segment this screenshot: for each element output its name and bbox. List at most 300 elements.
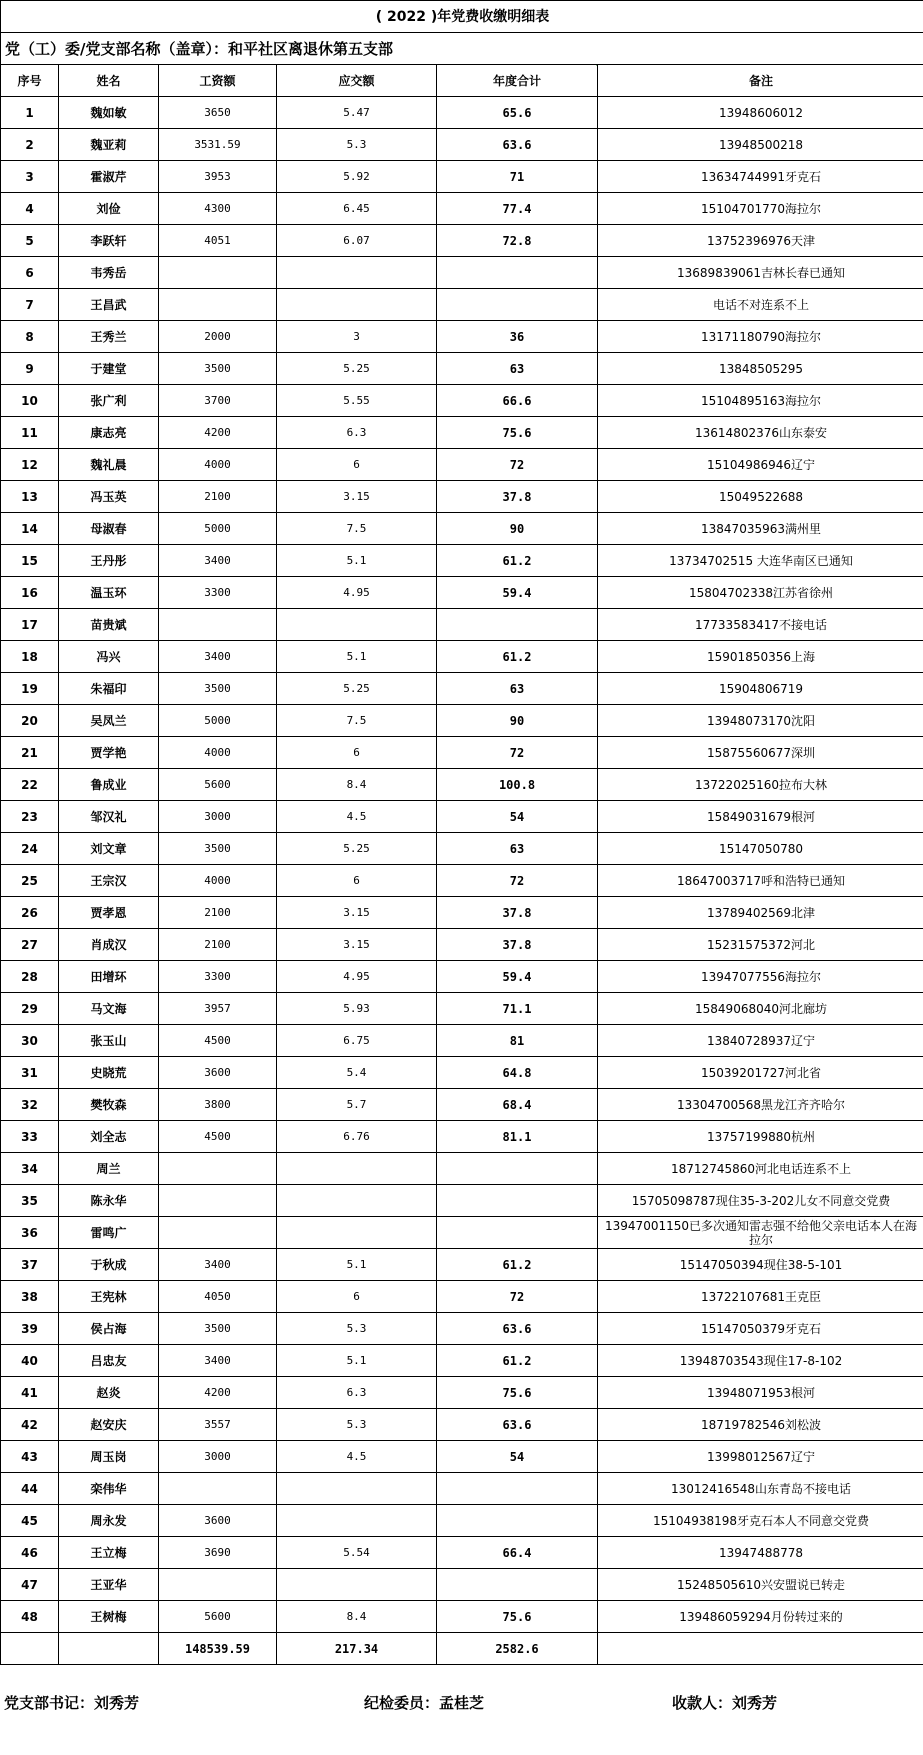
cell-wage: 3531.59 xyxy=(159,129,277,161)
table-row xyxy=(1,545,923,577)
cell-name: 周玉岗 xyxy=(59,1441,159,1473)
cell-due: 5.3 xyxy=(277,1313,437,1345)
cell-annual: 36 xyxy=(437,321,598,353)
table-row xyxy=(1,1345,923,1377)
cell-wage: 4200 xyxy=(159,1377,277,1409)
cell-name: 王宗汉 xyxy=(59,865,159,897)
cell-due: 4.95 xyxy=(277,961,437,993)
cell-remarks: 15901850356上海 xyxy=(598,641,923,673)
cell-seq: 45 xyxy=(1,1505,59,1537)
cell-wage: 2100 xyxy=(159,929,277,961)
cell-due: 5.4 xyxy=(277,1057,437,1089)
cell-annual: 66.6 xyxy=(437,385,598,417)
cell-annual: 65.6 xyxy=(437,97,598,129)
cell-remarks: 13840728937辽宁 xyxy=(598,1025,923,1057)
cell-remarks: 17733583417不接电话 xyxy=(598,609,923,641)
cell-remarks: 13304700568黑龙江齐齐哈尔 xyxy=(598,1089,923,1121)
cell-annual: 63.6 xyxy=(437,1313,598,1345)
cell-due: 3.15 xyxy=(277,897,437,929)
cell-annual: 37.8 xyxy=(437,481,598,513)
cell-annual: 75.6 xyxy=(437,417,598,449)
cell-remarks: 15248505610兴安盟说已转走 xyxy=(598,1569,923,1601)
cell-name: 吕忠友 xyxy=(59,1345,159,1377)
cell-name: 刘俭 xyxy=(59,193,159,225)
collector-signature: 收款人：刘秀芳 xyxy=(672,1694,778,1712)
cell-seq: 21 xyxy=(1,737,59,769)
cell-annual: 72 xyxy=(437,449,598,481)
cell-seq: 36 xyxy=(1,1217,59,1249)
cell-wage xyxy=(159,609,277,641)
cell-wage: 3300 xyxy=(159,577,277,609)
cell-wage xyxy=(159,1153,277,1185)
cell-wage xyxy=(159,289,277,321)
cell-name: 王丹彤 xyxy=(59,545,159,577)
cell-remarks: 13689839061吉林长春已通知 xyxy=(598,257,923,289)
cell-due: 3.15 xyxy=(277,929,437,961)
cell-seq: 22 xyxy=(1,769,59,801)
cell-annual: 90 xyxy=(437,705,598,737)
table-row xyxy=(1,737,923,769)
cell-wage: 3600 xyxy=(159,1057,277,1089)
cell-annual xyxy=(437,1153,598,1185)
cell-seq: 29 xyxy=(1,993,59,1025)
cell-name: 魏亚莉 xyxy=(59,129,159,161)
cell-remarks: 15849068040河北廊坊 xyxy=(598,993,923,1025)
cell-seq: 33 xyxy=(1,1121,59,1153)
cell-remarks: 电话不对连系不上 xyxy=(598,289,923,321)
cell-annual: 63 xyxy=(437,353,598,385)
cell-wage xyxy=(159,1185,277,1217)
cell-remarks: 13948606012 xyxy=(598,97,923,129)
cell-wage: 2000 xyxy=(159,321,277,353)
cell-seq: 24 xyxy=(1,833,59,865)
cell-remarks: 15147050780 xyxy=(598,833,923,865)
cell-due: 5.1 xyxy=(277,545,437,577)
cell-name: 贾学艳 xyxy=(59,737,159,769)
table-row xyxy=(1,769,923,801)
cell-remarks: 13752396976天津 xyxy=(598,225,923,257)
cell-due xyxy=(277,1505,437,1537)
cell-annual: 68.4 xyxy=(437,1089,598,1121)
cell-remarks: 15804702338江苏省徐州 xyxy=(598,577,923,609)
cell-annual xyxy=(437,1569,598,1601)
cell-remarks: 15039201727河北省 xyxy=(598,1057,923,1089)
cell-due: 5.55 xyxy=(277,385,437,417)
cell-wage: 4000 xyxy=(159,449,277,481)
cell-name: 母淑春 xyxy=(59,513,159,545)
cell-wage: 3700 xyxy=(159,385,277,417)
cell-remarks: 13948500218 xyxy=(598,129,923,161)
table-row xyxy=(1,1153,923,1185)
table-row xyxy=(1,865,923,897)
cell-annual: 37.8 xyxy=(437,897,598,929)
org-row xyxy=(1,33,923,65)
cell-name: 魏如敏 xyxy=(59,97,159,129)
cell-annual: 63 xyxy=(437,673,598,705)
cell-seq: 23 xyxy=(1,801,59,833)
cell-due: 6 xyxy=(277,737,437,769)
cell-due: 5.54 xyxy=(277,1537,437,1569)
table-row xyxy=(1,1185,923,1217)
total-annual: 2582.6 xyxy=(437,1633,598,1665)
cell-due: 6.3 xyxy=(277,417,437,449)
cell-seq: 48 xyxy=(1,1601,59,1633)
cell-seq: 28 xyxy=(1,961,59,993)
cell-name: 韦秀岳 xyxy=(59,257,159,289)
cell-seq: 42 xyxy=(1,1409,59,1441)
total-wage: 148539.59 xyxy=(159,1633,277,1665)
cell-seq: 10 xyxy=(1,385,59,417)
cell-name: 田增环 xyxy=(59,961,159,993)
cell-name: 栾伟华 xyxy=(59,1473,159,1505)
cell-seq: 25 xyxy=(1,865,59,897)
cell-wage: 3000 xyxy=(159,801,277,833)
cell-remarks: 13948703543现住17-8-102 xyxy=(598,1345,923,1377)
cell-remarks: 13948073170沈阳 xyxy=(598,705,923,737)
cell-annual: 61.2 xyxy=(437,545,598,577)
cell-remarks: 15104701770海拉尔 xyxy=(598,193,923,225)
cell-due: 5.1 xyxy=(277,641,437,673)
cell-due xyxy=(277,257,437,289)
cell-due: 4.5 xyxy=(277,801,437,833)
cell-annual xyxy=(437,1473,598,1505)
cell-annual: 61.2 xyxy=(437,1249,598,1281)
cell-wage: 4000 xyxy=(159,865,277,897)
table-row xyxy=(1,449,923,481)
cell-due xyxy=(277,1153,437,1185)
cell-name: 赵炎 xyxy=(59,1377,159,1409)
cell-wage: 4500 xyxy=(159,1121,277,1153)
cell-name: 于建堂 xyxy=(59,353,159,385)
table-row xyxy=(1,1217,923,1249)
cell-seq: 31 xyxy=(1,1057,59,1089)
cell-name: 樊牧森 xyxy=(59,1089,159,1121)
table-row xyxy=(1,1377,923,1409)
cell-seq: 12 xyxy=(1,449,59,481)
cell-wage: 3000 xyxy=(159,1441,277,1473)
table-row xyxy=(1,1121,923,1153)
cell-due: 8.4 xyxy=(277,1601,437,1633)
cell-wage: 4500 xyxy=(159,1025,277,1057)
header-annual-label: 年度合计 xyxy=(492,73,541,88)
table-row xyxy=(1,1025,923,1057)
table-row xyxy=(1,609,923,641)
cell-remarks: 18719782546刘松波 xyxy=(598,1409,923,1441)
cell-name: 刘文章 xyxy=(59,833,159,865)
cell-remarks: 13722025160拉布大林 xyxy=(598,769,923,801)
cell-annual xyxy=(437,257,598,289)
cell-remarks: 13757199880杭州 xyxy=(598,1121,923,1153)
header-remarks: 备注 xyxy=(598,65,923,97)
cell-seq: 7 xyxy=(1,289,59,321)
cell-annual: 72.8 xyxy=(437,225,598,257)
cell-remarks: 15147050394现住38-5-101 xyxy=(598,1249,923,1281)
cell-due: 3.15 xyxy=(277,481,437,513)
cell-annual: 71.1 xyxy=(437,993,598,1025)
cell-due: 6.76 xyxy=(277,1121,437,1153)
cell-seq: 8 xyxy=(1,321,59,353)
cell-due: 5.3 xyxy=(277,129,437,161)
table-row xyxy=(1,801,923,833)
cell-remarks: 139486059294月份转过来的 xyxy=(598,1601,923,1633)
table-row xyxy=(1,385,923,417)
cell-name: 张广利 xyxy=(59,385,159,417)
cell-annual xyxy=(437,1505,598,1537)
cell-remarks: 13947001150已多次通知雷志强不给他父亲电话本人在海拉尔 xyxy=(598,1217,923,1249)
table-row xyxy=(1,641,923,673)
cell-due: 4.5 xyxy=(277,1441,437,1473)
cell-remarks: 13722107681王克臣 xyxy=(598,1281,923,1313)
cell-seq: 47 xyxy=(1,1569,59,1601)
cell-remarks: 13789402569北津 xyxy=(598,897,923,929)
cell-annual: 75.6 xyxy=(437,1377,598,1409)
cell-due xyxy=(277,1185,437,1217)
cell-wage: 4000 xyxy=(159,737,277,769)
table-row xyxy=(1,577,923,609)
cell-annual: 72 xyxy=(437,865,598,897)
cell-name: 王宪林 xyxy=(59,1281,159,1313)
cell-seq: 6 xyxy=(1,257,59,289)
cell-annual: 61.2 xyxy=(437,1345,598,1377)
cell-due: 4.95 xyxy=(277,577,437,609)
table-row xyxy=(1,705,923,737)
cell-name: 周兰 xyxy=(59,1153,159,1185)
cell-seq: 38 xyxy=(1,1281,59,1313)
cell-remarks: 13614802376山东泰安 xyxy=(598,417,923,449)
cell-wage: 3400 xyxy=(159,1345,277,1377)
cell-name: 肖成汉 xyxy=(59,929,159,961)
cell-due xyxy=(277,1569,437,1601)
cell-due: 7.5 xyxy=(277,513,437,545)
cell-wage: 2100 xyxy=(159,897,277,929)
cell-name: 贾孝恩 xyxy=(59,897,159,929)
cell-wage: 3400 xyxy=(159,1249,277,1281)
table-row xyxy=(1,481,923,513)
cell-seq: 2 xyxy=(1,129,59,161)
cell-seq: 16 xyxy=(1,577,59,609)
cell-due: 5.47 xyxy=(277,97,437,129)
cell-due xyxy=(277,1217,437,1249)
cell-remarks: 15904806719 xyxy=(598,673,923,705)
cell-remarks: 15104986946辽宁 xyxy=(598,449,923,481)
cell-remarks: 15231575372河北 xyxy=(598,929,923,961)
cell-wage: 4050 xyxy=(159,1281,277,1313)
cell-wage: 4051 xyxy=(159,225,277,257)
cell-annual: 81.1 xyxy=(437,1121,598,1153)
cell-name: 王秀兰 xyxy=(59,321,159,353)
cell-remarks: 13171180790海拉尔 xyxy=(598,321,923,353)
table-row xyxy=(1,897,923,929)
cell-due: 5.1 xyxy=(277,1249,437,1281)
sheet-title: ( 2022 )年党费收缴明细表 xyxy=(1,1,923,33)
cell-wage: 3500 xyxy=(159,833,277,865)
totals-row xyxy=(1,1633,923,1665)
total-due: 217.34 xyxy=(277,1633,437,1665)
table-row xyxy=(1,833,923,865)
table-row xyxy=(1,193,923,225)
header-name: 姓名 xyxy=(59,65,159,97)
cell-remarks: 15147050379牙克石 xyxy=(598,1313,923,1345)
table-row xyxy=(1,1441,923,1473)
cell-annual: 59.4 xyxy=(437,577,598,609)
table-row xyxy=(1,1505,923,1537)
cell-wage: 3957 xyxy=(159,993,277,1025)
cell-annual: 100.8 xyxy=(437,769,598,801)
table-row xyxy=(1,1057,923,1089)
cell-remarks: 13734702515 大连华南区已通知 xyxy=(598,545,923,577)
cell-remarks: 13847035963满州里 xyxy=(598,513,923,545)
table-row xyxy=(1,673,923,705)
cell-seq: 5 xyxy=(1,225,59,257)
cell-remarks: 15104938198牙克石本人不同意交党费 xyxy=(598,1505,923,1537)
cell-seq: 19 xyxy=(1,673,59,705)
cell-wage: 4200 xyxy=(159,417,277,449)
total-seq-blank xyxy=(1,1633,59,1665)
cell-seq: 26 xyxy=(1,897,59,929)
cell-due: 7.5 xyxy=(277,705,437,737)
table-row xyxy=(1,1473,923,1505)
cell-seq: 27 xyxy=(1,929,59,961)
header-wage: 工资额 xyxy=(159,65,277,97)
table-row xyxy=(1,257,923,289)
cell-wage: 3500 xyxy=(159,353,277,385)
table-row xyxy=(1,321,923,353)
cell-name: 刘全志 xyxy=(59,1121,159,1153)
cell-name: 王立梅 xyxy=(59,1537,159,1569)
cell-name: 史晓荒 xyxy=(59,1057,159,1089)
table-row xyxy=(1,1313,923,1345)
cell-wage: 3500 xyxy=(159,1313,277,1345)
table-row xyxy=(1,417,923,449)
table-row xyxy=(1,129,923,161)
cell-seq: 46 xyxy=(1,1537,59,1569)
cell-name: 王昌武 xyxy=(59,289,159,321)
table-row xyxy=(1,1089,923,1121)
header-due: 应交额 xyxy=(277,65,437,97)
cell-annual: 61.2 xyxy=(437,641,598,673)
cell-seq: 14 xyxy=(1,513,59,545)
table-row xyxy=(1,513,923,545)
cell-due xyxy=(277,609,437,641)
total-remarks-blank xyxy=(598,1633,923,1665)
cell-wage: 3300 xyxy=(159,961,277,993)
cell-name: 邹汉礼 xyxy=(59,801,159,833)
secretary-signature: 党支部书记：刘秀芳 xyxy=(4,1694,140,1712)
cell-seq: 13 xyxy=(1,481,59,513)
cell-remarks: 13634744991牙克石 xyxy=(598,161,923,193)
cell-seq: 37 xyxy=(1,1249,59,1281)
cell-remarks: 15049522688 xyxy=(598,481,923,513)
header-annual xyxy=(437,65,598,97)
cell-name: 霍淑芹 xyxy=(59,161,159,193)
cell-name: 周永发 xyxy=(59,1505,159,1537)
cell-name: 侯占海 xyxy=(59,1313,159,1345)
cell-due: 6 xyxy=(277,1281,437,1313)
cell-wage: 3600 xyxy=(159,1505,277,1537)
cell-wage: 4300 xyxy=(159,193,277,225)
cell-annual: 59.4 xyxy=(437,961,598,993)
table-row xyxy=(1,1249,923,1281)
cell-name: 王亚华 xyxy=(59,1569,159,1601)
cell-due xyxy=(277,289,437,321)
cell-remarks: 18712745860河北电话连系不上 xyxy=(598,1153,923,1185)
cell-remarks: 13012416548山东青岛不接电话 xyxy=(598,1473,923,1505)
cell-due: 6.07 xyxy=(277,225,437,257)
table-row xyxy=(1,961,923,993)
cell-remarks: 13848505295 xyxy=(598,353,923,385)
cell-annual: 81 xyxy=(437,1025,598,1057)
cell-name: 魏礼晨 xyxy=(59,449,159,481)
cell-annual: 71 xyxy=(437,161,598,193)
cell-name: 温玉环 xyxy=(59,577,159,609)
cell-seq: 17 xyxy=(1,609,59,641)
cell-wage: 3557 xyxy=(159,1409,277,1441)
cell-annual: 63.6 xyxy=(437,1409,598,1441)
cell-wage: 5600 xyxy=(159,1601,277,1633)
table-row xyxy=(1,225,923,257)
cell-name: 朱福印 xyxy=(59,673,159,705)
cell-wage: 3500 xyxy=(159,673,277,705)
cell-annual xyxy=(437,1185,598,1217)
cell-seq: 43 xyxy=(1,1441,59,1473)
cell-name: 张玉山 xyxy=(59,1025,159,1057)
cell-wage: 5600 xyxy=(159,769,277,801)
cell-due xyxy=(277,1473,437,1505)
cell-annual: 66.4 xyxy=(437,1537,598,1569)
table-row xyxy=(1,929,923,961)
cell-annual: 75.6 xyxy=(437,1601,598,1633)
cell-annual: 37.8 xyxy=(437,929,598,961)
cell-name: 吴凤兰 xyxy=(59,705,159,737)
cell-seq: 18 xyxy=(1,641,59,673)
cell-wage: 5000 xyxy=(159,705,277,737)
cell-name: 冯玉英 xyxy=(59,481,159,513)
cell-seq: 32 xyxy=(1,1089,59,1121)
cell-seq: 41 xyxy=(1,1377,59,1409)
cell-due: 6.3 xyxy=(277,1377,437,1409)
cell-due: 6.45 xyxy=(277,193,437,225)
cell-remarks: 15104895163海拉尔 xyxy=(598,385,923,417)
cell-name: 康志亮 xyxy=(59,417,159,449)
cell-seq: 3 xyxy=(1,161,59,193)
cell-name: 陈永华 xyxy=(59,1185,159,1217)
cell-remarks: 13998012567辽宁 xyxy=(598,1441,923,1473)
cell-annual xyxy=(437,609,598,641)
cell-name: 鲁成业 xyxy=(59,769,159,801)
cell-remarks: 13947488778 xyxy=(598,1537,923,1569)
cell-seq: 15 xyxy=(1,545,59,577)
table-row xyxy=(1,1281,923,1313)
cell-seq: 44 xyxy=(1,1473,59,1505)
cell-annual: 72 xyxy=(437,737,598,769)
table-row xyxy=(1,353,923,385)
cell-annual: 72 xyxy=(437,1281,598,1313)
cell-due: 5.92 xyxy=(277,161,437,193)
cell-wage xyxy=(159,1217,277,1249)
cell-seq: 34 xyxy=(1,1153,59,1185)
cell-annual xyxy=(437,289,598,321)
table-row xyxy=(1,1601,923,1633)
cell-due: 6 xyxy=(277,449,437,481)
cell-name: 苗贵斌 xyxy=(59,609,159,641)
cell-annual: 54 xyxy=(437,801,598,833)
table-row xyxy=(1,289,923,321)
table-row xyxy=(1,1409,923,1441)
cell-due: 3 xyxy=(277,321,437,353)
cell-name: 马文海 xyxy=(59,993,159,1025)
cell-name: 冯兴 xyxy=(59,641,159,673)
cell-remarks: 13947077556海拉尔 xyxy=(598,961,923,993)
